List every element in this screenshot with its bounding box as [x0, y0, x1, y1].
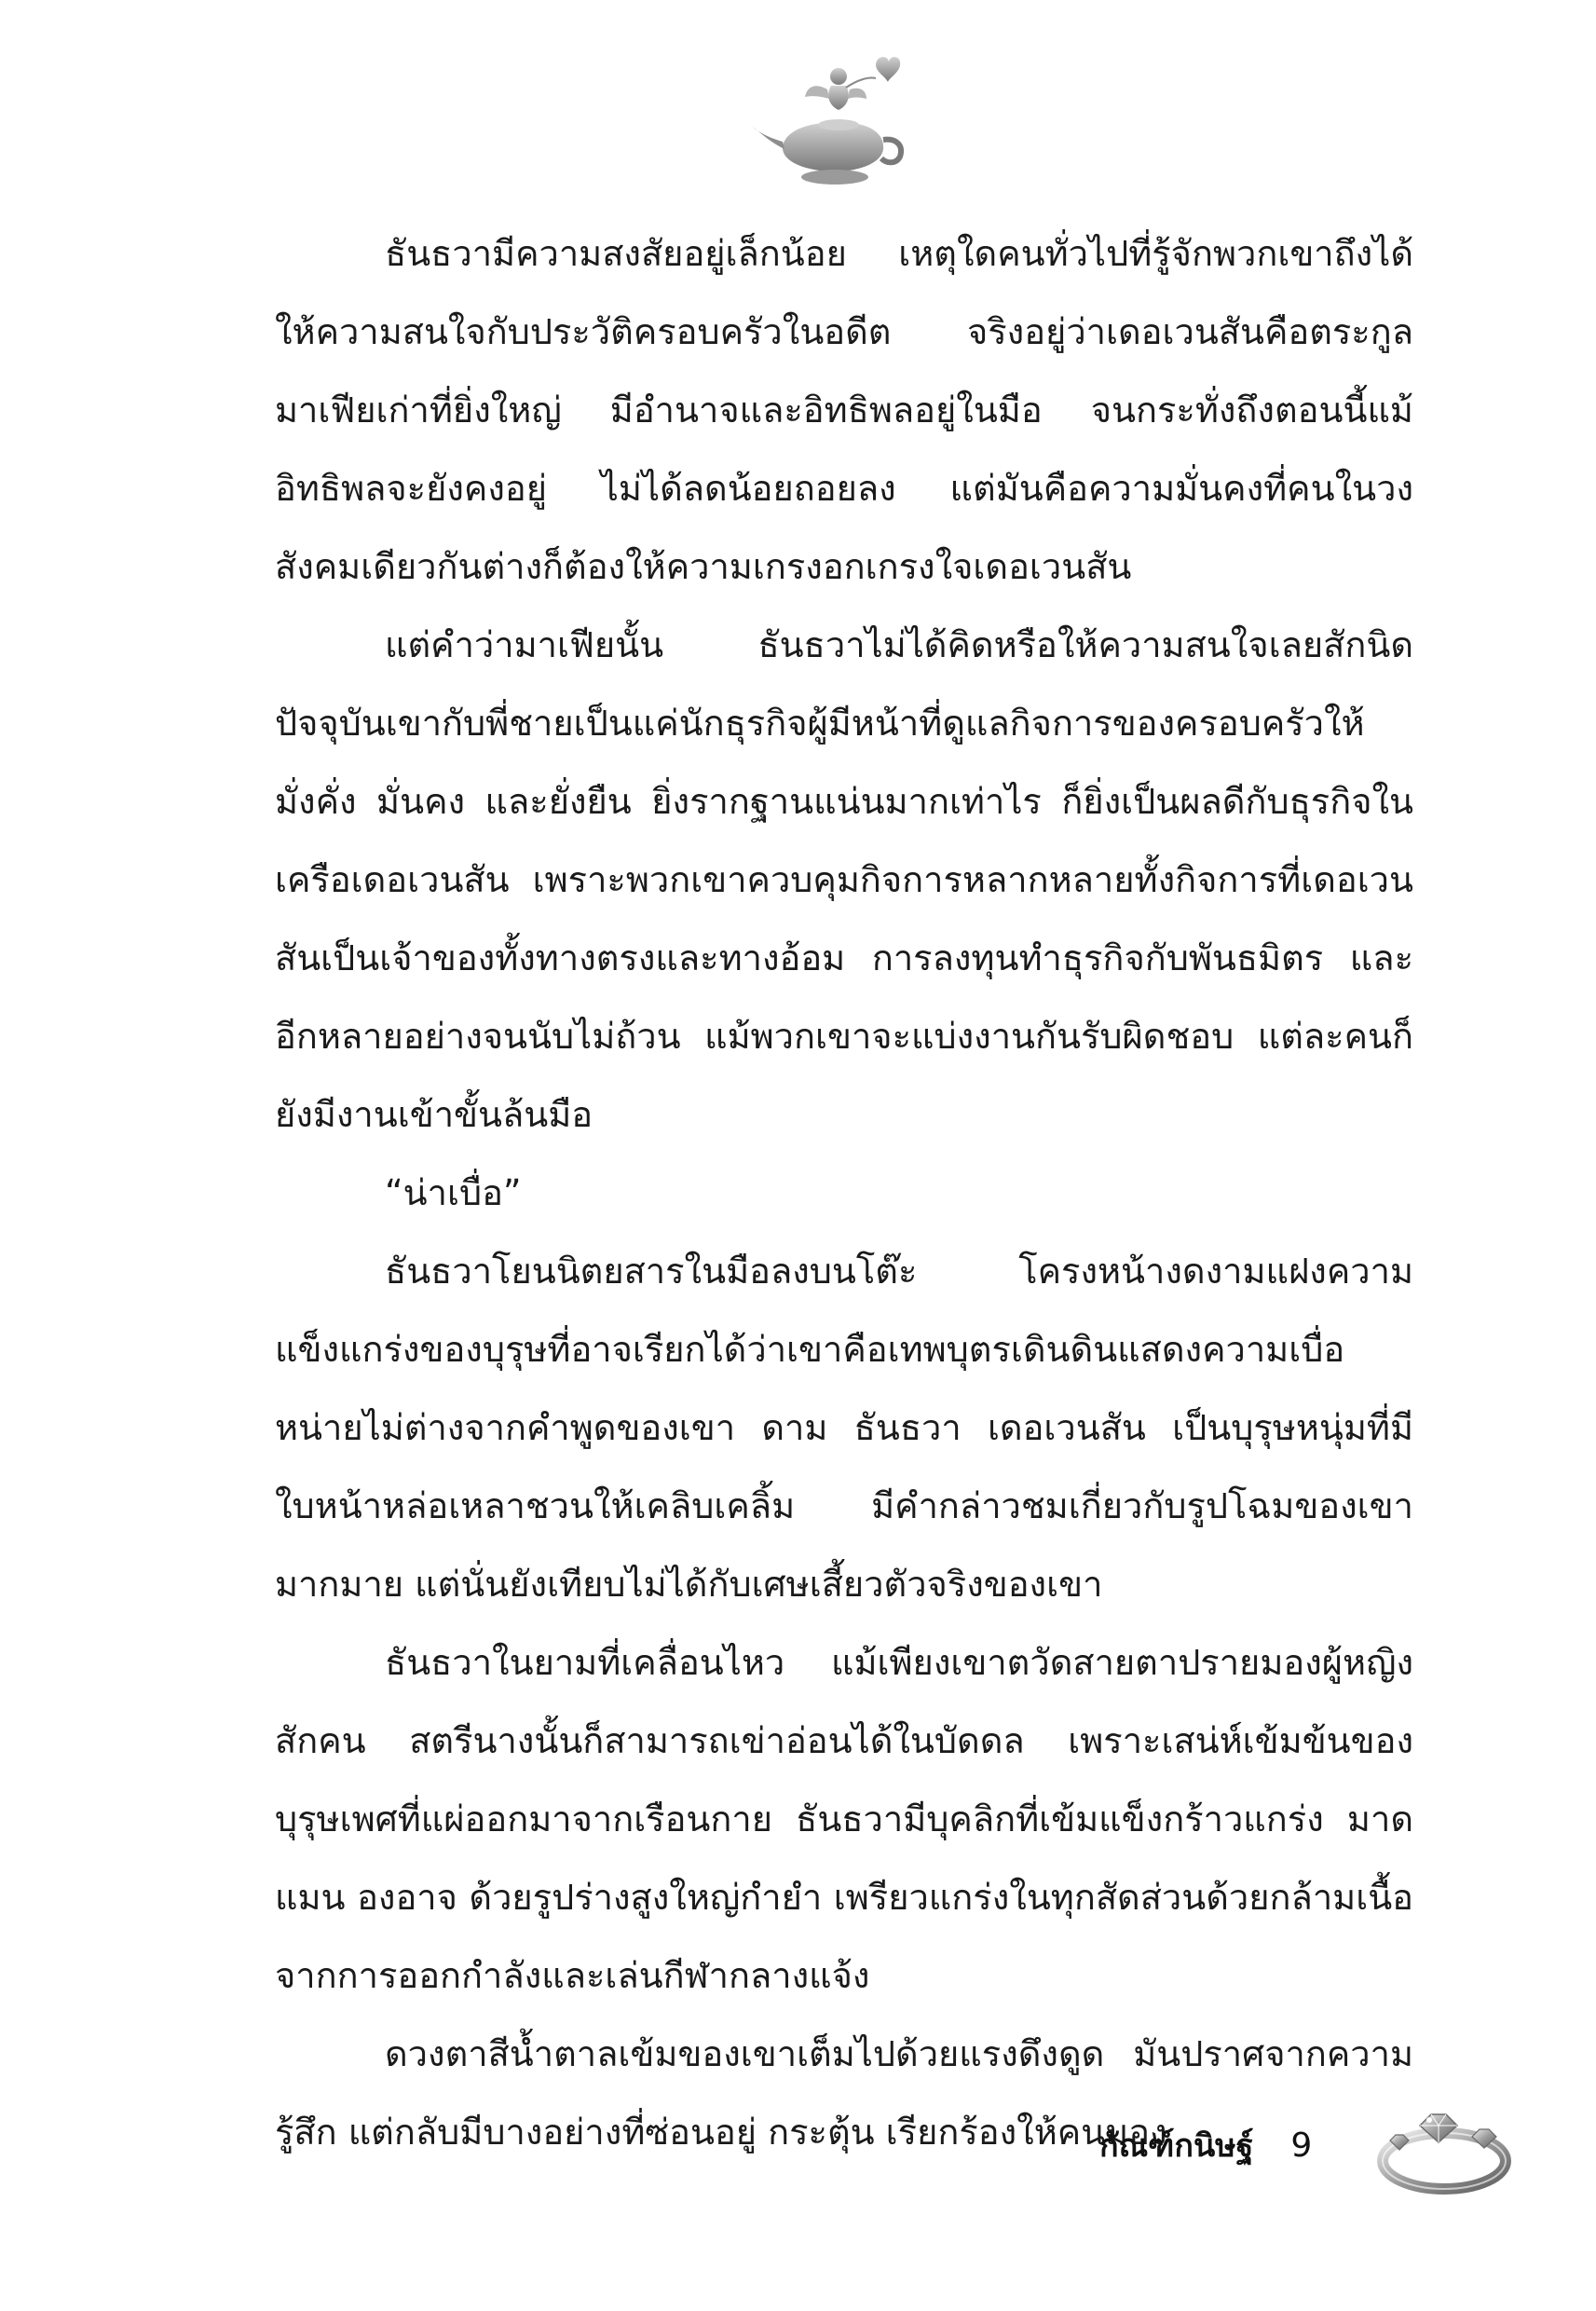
page-footer	[1099, 2120, 1312, 2170]
cupid-teapot-icon	[745, 48, 913, 188]
running-title: กัณฑ์กนิษฐ์	[1099, 2127, 1254, 2165]
paragraph: ธันธวาในยามที่เคลื่อนไหว แม้เพียงเขาตวัดสายตาปรายมองผู้หญิงสักคน สตรีนางนั้นก็สามารถเข่าอ่อนได้ในบัดดล เพราะเสน่ห์เข้มข้นของบุรุษเพศที่แผ่ออกมาจากเรือนกาย ธันธวามีบุคลิกที่เข้มแข็งกร้าวแกร่ง มาดแมน องอาจ ด้วยรูปร่างสูงใหญ่กำยำ เพรียวแกร่งในทุกสัดส่วนด้วยกล้ามเนื้อจากการออกกำลังและเล่นกีฬากลางแจ้ง	[275, 1642, 1413, 1996]
diamond-ring-icon	[1370, 2083, 1528, 2204]
page-body	[275, 214, 1413, 2171]
paragraph: ธันธวาโยนนิตยสารในมือลงบนโต๊ะ โครงหน้างดงามแฝงความแข็งแกร่งของบุรุษที่อาจเรียกได้ว่าเขาคือเทพบุตรเดินดินแสดงความเบื่อหน่ายไม่ต่างจากคำพูดของเขา ดาม ธันธวา เดอเวนสัน เป็นบุรุษหนุ่มที่มีใบหน้าหล่อเหลาชวนให้เคลิบเคลิ้ม มีคำกล่าวชมเกี่ยวกับรูปโฉมของเขามากมาย แต่นั่นยังเทียบไม่ได้กับเศษเสี้ยวตัวจริงของเขา	[275, 1251, 1413, 1605]
page-number: 9	[1290, 2126, 1313, 2165]
paragraph: ธันธวามีความสงสัยอยู่เล็กน้อย เหตุใดคนทั่วไปที่รู้จักพวกเขาถึงได้ให้ความสนใจกับประวัติครอบครัวในอดีต จริงอยู่ว่าเดอเวนสันคือตระกูลมาเฟียเก่าที่ยิ่งใหญ่ มีอำนาจและอิทธิพลอยู่ในมือ จนกระทั่งถึงตอนนี้แม้อิทธิพลจะยังคงอยู่ ไม่ได้ลดน้อยถอยลง แต่มันคือความมั่นคงที่คนในวงสังคมเดียวกันต่างก็ต้องให้ความเกรงอกเกรงใจเดอเวนสัน	[275, 233, 1413, 587]
paragraph: ดวงตาสีน้ำตาลเข้มของเขาเต็มไปด้วยแรงดึงดูด มันปราศจากความรู้สึก แต่กลับมีบางอย่างที่ซ่อนอยู่ กระตุ้น เรียกร้องให้คนมอง	[275, 2033, 1413, 2153]
quoted-line: “น่าเบื่อ”	[385, 1172, 522, 1213]
paragraph: แต่คำว่ามาเฟียนั้น ธันธวาไม่ได้คิดหรือให้ความสนใจเลยสักนิด ปัจจุบันเขากับพี่ชายเป็นแค่นักธุรกิจผู้มีหน้าที่ดูแลกิจการของครอบครัวให้มั่งคั่ง มั่นคง และยั่งยืน ยิ่งรากฐานแน่นมากเท่าไร ก็ยิ่งเป็นผลดีกับธุรกิจในเครือเดอเวนสัน เพราะพวกเขาควบคุมกิจการหลากหลายทั้งกิจการที่เดอเวนสันเป็นเจ้าของทั้งทางตรงและทางอ้อม การลงทุนทำธุรกิจกับพันธมิตร และอีกหลายอย่างจนนับไม่ถ้วน แม้พวกเขาจะแบ่งงานกันรับผิดชอบ แต่ละคนก็ยังมีงานเข้าขั้นล้นมือ	[275, 624, 1413, 1135]
